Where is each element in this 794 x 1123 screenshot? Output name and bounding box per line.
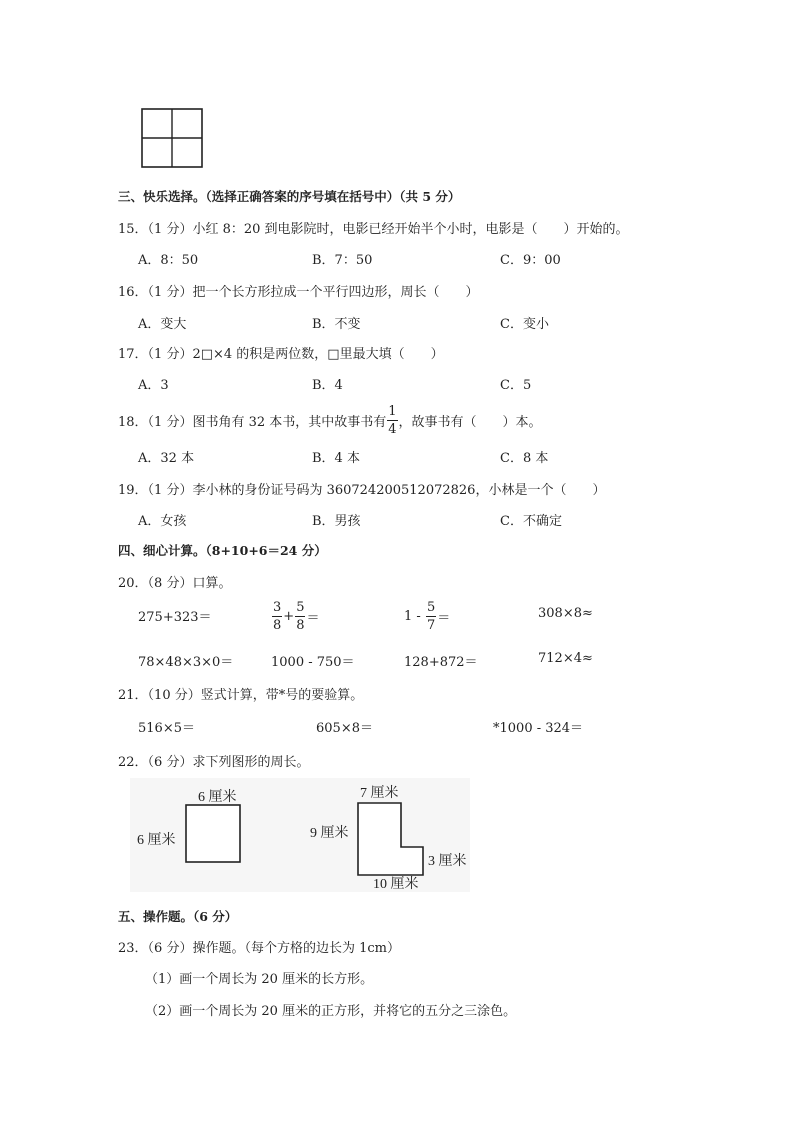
q16-stem: 16．（1 分）把一个长方形拉成一个平行四边形，周长（ ） [118, 285, 479, 300]
q20-item-3-prefix: 1 - [404, 608, 425, 624]
q20-stem: 20．（8 分）口算。 [118, 576, 232, 591]
grid-figure [141, 108, 203, 168]
q21-item-3: *1000 - 324＝ [493, 721, 584, 736]
q20-item-3 [404, 598, 450, 634]
q20-item-3-equals: ＝ [437, 610, 451, 626]
q20-item-1: 275+323＝ [138, 610, 212, 625]
q20-item-5: 78×48×3×0＝ [138, 655, 234, 670]
shape-right-label: 3 厘米 [428, 854, 467, 869]
shape-left-label: 9 厘米 [310, 826, 349, 841]
q22-figures [130, 778, 470, 892]
q21-item-1: 516×5＝ [138, 721, 195, 736]
q20-item-2-den-1: 8 [273, 617, 282, 633]
q20-item-3-den: 7 [426, 617, 436, 633]
q18-stem [118, 400, 542, 440]
q23-sub2: （2）画一个周长为 20 厘米的正方形，并将它的五分之三涂色。 [145, 1004, 517, 1019]
shape-bottom-label: 10 厘米 [373, 877, 419, 892]
q20-item-3-num: 5 [426, 599, 436, 615]
q18-fraction-numerator: 1 [388, 403, 397, 419]
q20-item-3-fraction [426, 601, 436, 632]
q18-option-b: B．4 本 [312, 451, 360, 466]
q20-item-2-num-2: 5 [296, 599, 305, 615]
q17-option-a: A．3 [138, 378, 169, 393]
q20-item-4: 308×8≈ [538, 606, 593, 621]
q20-item-2 [271, 598, 319, 634]
q18-stem-before: 18．（1 分）图书角有 32 本书，其中故事书有 [118, 414, 387, 430]
q23-sub1: （1）画一个周长为 20 厘米的长方形。 [145, 972, 374, 987]
q20-item-6: 1000 - 750＝ [271, 655, 355, 670]
q16-option-b: B．不变 [312, 317, 361, 332]
section4-title: 四、细心计算。（8+10+6＝24 分） [118, 543, 327, 558]
q20-item-2-equals: ＝ [306, 610, 320, 626]
q18-fraction-denominator: 4 [388, 421, 397, 437]
q15-option-a: A．8：50 [138, 253, 199, 268]
q15-option-b: B．7：50 [312, 253, 373, 268]
q17-stem: 17．（1 分）2□×4 的积是两位数，□里最大填（ ） [118, 347, 444, 362]
square-left-label: 6 厘米 [137, 833, 176, 848]
q18-stem-after: ，故事书有（ ）本。 [398, 414, 542, 430]
shape-top-label: 7 厘米 [360, 786, 399, 801]
square-top-label: 6 厘米 [198, 790, 237, 805]
q17-option-c: C．5 [500, 378, 532, 393]
q16-option-a: A．变大 [138, 317, 187, 332]
q15-option-c: C．9：00 [500, 253, 561, 268]
q18-fraction [387, 405, 397, 436]
q20-item-2-fraction-2 [295, 601, 305, 632]
q20-item-2-den-2: 8 [296, 617, 305, 633]
q18-option-a: A．32 本 [138, 451, 195, 466]
q19-option-a: A．女孩 [138, 514, 187, 529]
q20-item-2-num-1: 3 [273, 599, 282, 615]
q23-stem: 23．（6 分）操作题。（每个方格的边长为 1cm） [118, 941, 400, 956]
section3-title: 三、快乐选择。（选择正确答案的序号填在括号中）（共 5 分） [118, 189, 461, 204]
q21-stem: 21．（10 分）竖式计算，带*号的要验算。 [118, 688, 364, 703]
l-shape-figure [358, 803, 423, 875]
q20-item-8: 712×4≈ [538, 651, 593, 666]
q19-stem: 19．（1 分）李小林的身份证号码为 360724200512072826，小林是一个（ ） [118, 483, 606, 498]
q20-item-7: 128+872＝ [404, 655, 478, 670]
q16-option-c: C．变小 [500, 317, 549, 332]
q22-stem: 22．（6 分）求下列图形的周长。 [118, 755, 310, 770]
q19-option-c: C．不确定 [500, 514, 562, 529]
q15-stem: 15．（1 分）小红 8：20 到电影院时，电影已经开始半个小时，电影是（ ）开始的。 [118, 222, 629, 237]
q19-option-b: B．男孩 [312, 514, 361, 529]
q18-option-c: C．8 本 [500, 451, 549, 466]
q21-item-2: 605×8＝ [316, 721, 373, 736]
q20-item-2-fraction-1 [272, 601, 282, 632]
q17-option-b: B．4 [312, 378, 343, 393]
q20-item-2-operator: + [283, 608, 295, 624]
section5-title: 五、操作题。（6 分） [118, 909, 238, 924]
square-figure [186, 805, 240, 862]
